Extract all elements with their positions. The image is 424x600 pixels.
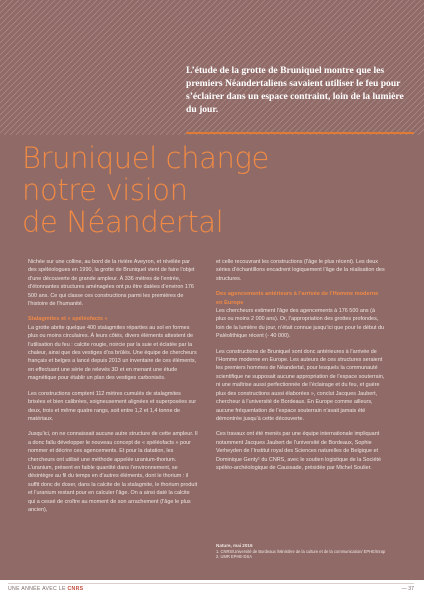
hatch-stripe	[0, 0, 67, 135]
footnote-line: 1. CNRS/Université de Bordeaux /Ministère de la culture et de la communication/ EPHE/Inrap	[216, 548, 386, 554]
page-number: — 37	[401, 586, 414, 592]
hatch-stripe	[28, 0, 163, 135]
hatch-stripe	[4, 0, 139, 135]
paragraph: La grotte abrite quelque 400 stalagmites réparties au sol en formes plus ou moins circulaires. À leurs côtés, divers éléments attestent de l’utilisation du feu : calcite rougie, noircie par la suie et éclatée par la chaleur, ainsi que des vestiges d’os brûlés. Une équipe de chercheurs français et belges a lancé depuis 2013 un inventaire de ces éléments, en effectuant une série de relevés 3D et en menant une étude magnétique pour établir un plan des vestiges carbonisés.	[28, 324, 197, 382]
title-line-2: notre vision	[22, 173, 188, 207]
paragraph: Les chercheurs estiment l’âge des agencements à 176 500 ans (à plus ou moins 2 000 ans). Or, l’appropriation des grottes profondes, loin de la lumière du jour, n’était connue jusqu’ici que pour le début du Paléolithique récent (- 40 000).	[216, 308, 385, 340]
paragraph: Ces travaux ont été menés par une équipe internationale impliquant notamment Jacques Jaubert de l’université de Bordeaux, Sophie Verheyden de l’Institut royal des Sciences naturelles de Belgique et Dominique Genty¹ du CNRS, avec le soutien logistique de la Société spéléo-archéologique de Caussade, présidée par Michel Soulier.	[216, 431, 382, 471]
title-line-1: Bruniquel change	[22, 141, 269, 175]
hatch-stripe	[22, 0, 157, 135]
section-heading: Des agencements antérieurs à l’arrivée de l’Homme moderne en Europe	[216, 291, 379, 306]
section-heading: Stalagmites et « spéléofacts »	[28, 316, 108, 323]
footnote-heading: Nature, mai 2016	[216, 543, 253, 548]
footer-rule	[8, 583, 414, 584]
footer-brand: CNRS	[67, 586, 84, 592]
hatch-stripe	[64, 0, 199, 135]
hatch-stripe	[52, 0, 187, 135]
footer-prefix: UNE ANNÉE AVEC LE	[8, 586, 66, 592]
hatch-stripe	[10, 0, 145, 135]
intro-rule-divider	[186, 132, 414, 134]
hatch-stripe	[40, 0, 175, 135]
paragraph: et celle recouvrant les constructions (l’âge le plus récent). Les deux séries d’échantillons encadrent logiquement l’âge de la réalisation des structures.	[216, 259, 385, 282]
left-column	[28, 258, 198, 521]
page-footer	[0, 580, 424, 600]
hatch-stripe	[0, 0, 103, 135]
footer-label	[8, 586, 83, 592]
hatch-stripe	[58, 0, 193, 135]
footnotes	[216, 543, 406, 560]
paragraph: Les constructions de Bruniquel sont donc antérieures à l’arrivée de l’Homme moderne en Europe. Les auteurs de ces structures seraient les premiers hommes de Néandertal, pour lesquels la communauté scientifique ne supposait aucune appropriation de l’espace souterrain, ni une maîtrise aussi perfectionnée de l’éclairage et du feu, et guère plus des constructions aussi élaborées », conclut Jacques Jaubert, chercheur à l’université de Bordeaux. En Europe comme ailleurs, aucune fréquentation de l’espace souterrain n’avait jamais été démontrée jusqu’à cette découverte.	[216, 348, 385, 422]
footnote-line: 2. UMR EPHE-DSA	[216, 554, 252, 560]
hatch-stripe	[34, 0, 169, 135]
right-column	[216, 258, 386, 479]
hatch-stripe	[16, 0, 151, 135]
paragraph: Jusqu’ici, on ne connaissait aucune autre structure de cette ampleur. Il a donc fallu développer le nouveau concept de « spéléofacts » pour nommer et décrire ces agencements. Et pour la datation, les chercheurs ont utilisé une méthode appelée uranium-thorium. L’uranium, présent en faible quantité dans l’environnement, se désintègre au fil du temps en d’autres éléments, dont le thorium : il suffit donc de doser, dans la calcite de la stalagmite, le thorium produit et l’uranium restant pour en calculer l’âge. On a ainsi daté la calcite qui a cessé de croître au moment de son arrachement (l’âge le plus ancien),	[28, 431, 198, 513]
paragraph: Les constructions comptent 112 mètres cumulés de stalagmites brisées et bien calibrées, soigneusement alignées et superposées sur deux, trois et même quatre rangs, soit entre 1,2 et 1,4 tonne de matériaux.	[28, 390, 197, 422]
intro-lead: L’étude de la grotte de Bruniquel montre que les premiers Néandertaliens savaient utiliser le feu pour s’éclairer dans un espace contraint, loin de la lumière du jour.	[186, 65, 404, 115]
hatch-stripe	[70, 0, 205, 135]
article-title	[22, 142, 412, 238]
title-line-3: de Néandertal	[22, 205, 224, 239]
hatch-stripe	[46, 0, 181, 135]
paragraph: Nichée sur une colline, au bord de la rivière Aveyron, et révélée par des spéléologues en 1990, la grotte de Bruniquel vient de faire l’objet d’une découverte de grande ampleur. À 336 mètres de l’entrée, d’étonnantes structures aménagées ont pu être datées d’environ 176 500 ans. Ce qui classe ces constructions parmi les premières de l’histoire de l’humanité.	[28, 259, 195, 308]
